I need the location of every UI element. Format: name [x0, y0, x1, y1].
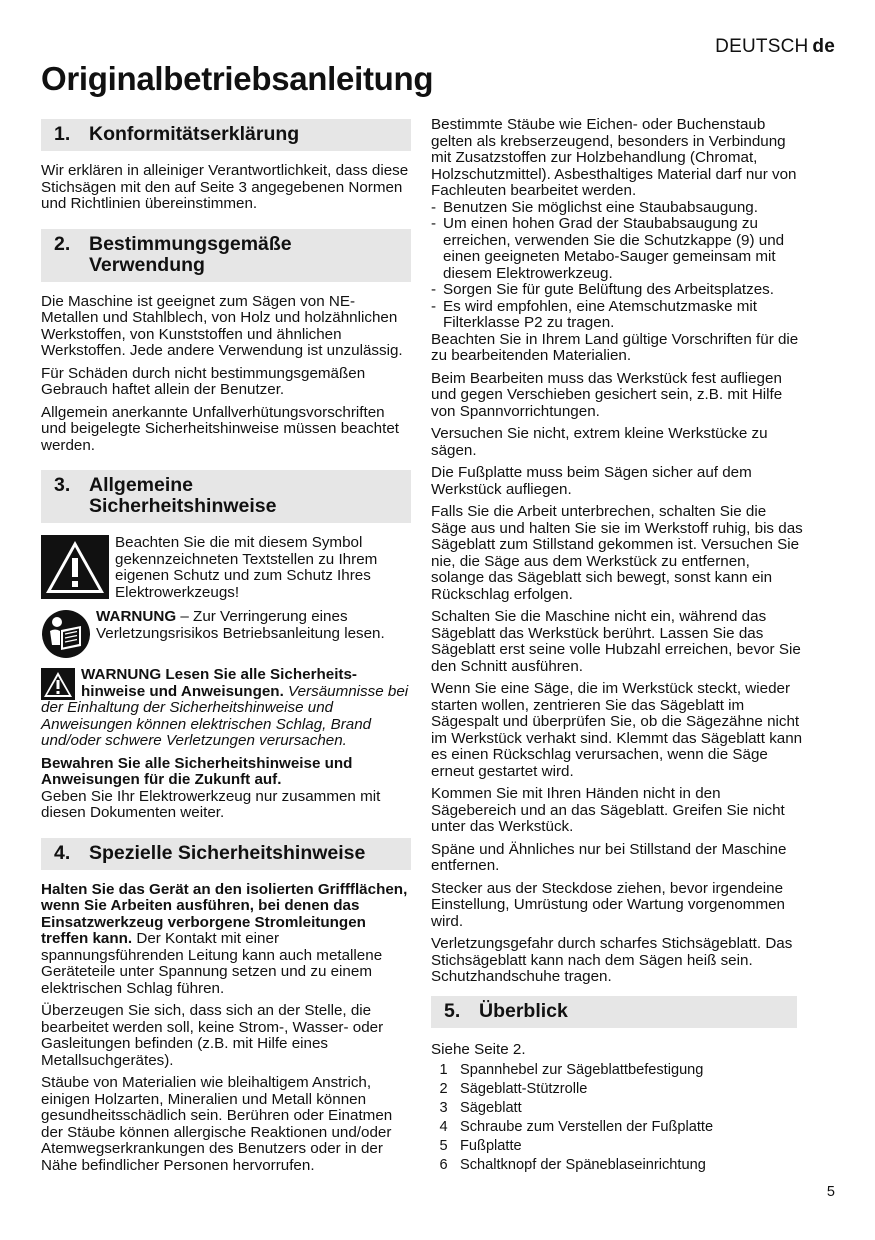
- insulated-grip-text: Der Kontakt mit einer spannungsführenden Leitung kann auch metallene Geräteteile unter Spannung setzen und zu einem elektrischen Schlag führen.: [41, 930, 383, 997]
- regulations-paragraph: Allgemein anerkannte Unfallverhütungsvorschriften und beigelegte Sicherheitshinweise müssen beachtet werden.: [41, 403, 399, 454]
- intended-use-paragraph: Die Maschine ist geeignet zum Sägen von NE-Metallen und Stahlblech, von Holz und holzähnlichen Werkstoffen, von Kunststoffen und ähnlichen Werkstoffen. Jede andere Verwendung ist unzulässig.: [41, 292, 403, 359]
- part-label: Schaltknopf der Späneblaseinrichtung: [460, 1157, 706, 1173]
- section-title: Konformitätserklärung: [89, 123, 300, 145]
- conformity-text: Wir erklären in alleiniger Verantwortlichkeit, dass diese Stichsägen mit den auf Seite 3 angegebenen Normen und Richtlinien übereinstimmen.: [41, 162, 409, 212]
- dust-measures-list: [431, 200, 803, 332]
- part-number: 4: [439, 1119, 448, 1135]
- restart-saw-paragraph: Wenn Sie eine Säge, die im Werkstück steckt, wieder starten wollen, zentrieren Sie das Sägeblatt im Sägespalt und überprüfen Sie, ob die Sägezähne nicht im Werkstück verhakt sind. Klemmt das Sägeblatt kann es einen Rückschlag verursachen, wenn die Säge erneut gestartet wird.: [431, 680, 803, 780]
- part-label: Fußplatte: [460, 1138, 522, 1154]
- keep-instructions-text: Geben Sie Ihr Elektrowerkzeug nur zusammen mit diesen Dokumenten weiter.: [41, 787, 381, 821]
- keep-instructions-paragraph: [41, 756, 411, 822]
- sharp-blade-paragraph: Verletzungsgefahr durch scharfes Stichsägeblatt. Das Stichsägeblatt kann nach dem Sägen heiß sein. Schutzhandschuhe tragen.: [431, 935, 793, 985]
- unplug-paragraph: Stecker aus der Steckdose ziehen, bevor irgendeine Einstellung, Umrüstung oder Wartung vorgenommen wird.: [431, 879, 785, 930]
- list-item: [431, 1061, 803, 1080]
- list-item: [431, 1080, 803, 1099]
- warning-triangle-icon: [41, 535, 109, 599]
- left-column: [41, 119, 411, 1174]
- hands-away-paragraph: Kommen Sie mit Ihren Händen nicht in den Sägebereich und an das Sägeblatt. Greifen Sie nicht unter das Werkstück.: [431, 785, 785, 835]
- list-item: - Es wird empfohlen, eine Atemschutzmaske mit Filterklasse P2 zu tragen.: [431, 299, 803, 332]
- hidden-lines-paragraph: Überzeugen Sie sich, dass sich an der Stelle, die bearbeitet werden soll, keine Strom-, Wasser- oder Gasleitungen befinden (z.B. mit Hilfe eines Metallsuchgerätes).: [41, 1002, 384, 1069]
- section-title: Bestimmungsgemäße Verwendung: [89, 232, 292, 276]
- page-title: Originalbetriebsanleitung: [41, 60, 434, 97]
- list-item: - Benutzen Sie möglichst eine Staubabsaugung.: [431, 200, 803, 217]
- small-workpieces-paragraph: Versuchen Sie nicht, extrem kleine Werkstücke zu sägen.: [431, 425, 768, 459]
- section-title: Überblick: [479, 999, 568, 1022]
- symbol-note-row: [41, 535, 411, 601]
- language-code: de: [812, 36, 835, 57]
- general-warning-bold: WARNUNG Lesen Sie alle Sicherheits-hinweise und Anweisungen.: [81, 666, 357, 700]
- part-number: 3: [439, 1100, 448, 1116]
- part-label: Schraube zum Verstellen der Fußplatte: [460, 1119, 714, 1135]
- list-item: - Um einen hohen Grad der Staubabsaugung zu erreichen, verwenden Sie die Schutzkappe (9) und einen geeigneten Metabo-Sauger gemeinsam mit diesem Elektrowerkzeug.: [431, 216, 803, 282]
- general-warning-italic: Versäumnisse bei der Einhaltung der Sicherheitshinweise und Anweisungen können elektrischen Schlag, Brand und/oder schwere Verletzungen verursachen.: [41, 682, 409, 749]
- list-item: - Sorgen Sie für gute Belüftung des Arbeitsplatzes.: [431, 282, 803, 299]
- section-heading-5: [431, 996, 797, 1028]
- section-heading-4: [41, 838, 411, 870]
- section-title: Spezielle Sicherheitshinweise: [89, 841, 366, 864]
- language-header: [715, 36, 835, 58]
- symbol-note-text: Beachten Sie die mit diesem Symbol gekennzeichneten Textstellen zu Ihrem eigenen Schutz und zum Schutz Ihres Elektrowerkzeugs!: [115, 534, 378, 601]
- general-warning-paragraph: [41, 667, 411, 750]
- section-title: Allgemeine Sicherheitshinweise: [89, 474, 277, 517]
- section-heading-3: [41, 470, 411, 523]
- workpiece-secure-paragraph: Beim Bearbeiten muss das Werkstück fest aufliegen und gegen Verschieben gesichert sein, z.B. mit Hilfe von Spannvorrichtungen.: [431, 369, 783, 420]
- list-item: [431, 1156, 803, 1175]
- insulated-grip-paragraph: [41, 882, 411, 998]
- parts-list: [431, 1061, 803, 1175]
- section-heading-2: [41, 229, 411, 282]
- local-regulations-paragraph: Beachten Sie in Ihrem Land gültige Vorschriften für die zu bearbeitenden Materialien.: [431, 330, 799, 364]
- section-number: 2.: [54, 232, 71, 255]
- section-number: 1.: [54, 123, 71, 145]
- part-number: 5: [439, 1138, 448, 1154]
- list-item: [431, 1137, 803, 1156]
- part-label: Spannhebel zur Sägeblattbefestigung: [460, 1062, 704, 1078]
- switch-on-paragraph: Schalten Sie die Maschine nicht ein, während das Sägeblatt das Werkstück berührt. Lassen Sie das Sägeblatt erst seine volle Hubzahl erreichen, bevor Sie den Schnitt ausführen.: [431, 608, 801, 675]
- list-item: [431, 1118, 803, 1137]
- section-number: 4.: [54, 841, 71, 864]
- part-number: 1: [439, 1062, 448, 1078]
- liability-paragraph: Für Schäden durch nicht bestimmungsgemäßen Gebrauch haftet allein der Benutzer.: [41, 364, 366, 398]
- carcinogenic-dust-paragraph: Bestimmte Stäube wie Eichen- oder Buchenstaub gelten als krebserzeugend, besonders in Verbindung mit Zusatzstoffen zur Holzbehandlung (Chromat, Holzschutzmittel). Asbesthaltiges Material darf nur von Fachleuten bearbeitet werden.: [431, 116, 797, 199]
- language-label: DEUTSCH: [715, 36, 809, 57]
- part-label: Sägeblatt: [460, 1100, 522, 1116]
- keep-instructions-bold: Bewahren Sie alle Sicherheitshinweise und Anweisungen für die Zukunft auf.: [41, 754, 353, 788]
- chips-removal-paragraph: Späne und Ähnliches nur bei Stillstand der Maschine entfernen.: [431, 840, 787, 874]
- section-heading-1: [41, 119, 411, 151]
- warning-read-manual-text: [96, 609, 411, 642]
- read-manual-row: [41, 609, 411, 659]
- right-column: [431, 117, 803, 1175]
- part-number: 2: [439, 1081, 448, 1097]
- warning-text: – Zur Verringerung eines Verletzungsrisikos Betriebsanleitung lesen.: [96, 608, 385, 642]
- part-number: 6: [439, 1157, 448, 1173]
- section-number: 3.: [54, 474, 71, 496]
- read-manual-icon: [41, 609, 91, 659]
- dust-hazard-paragraph: Stäube von Materialien wie bleihaltigem Anstrich, einigen Holzarten, Mineralien und Metall können gesundheitsschädlich sein. Berühren oder Einatmen der Stäube können allergische Reaktionen und/oder Atemwegserkrankungen des Benutzers oder in der Nähe befindlicher Personen hervorrufen.: [41, 1074, 393, 1174]
- base-plate-paragraph: Die Fußplatte muss beim Sägen sicher auf dem Werkstück aufliegen.: [431, 464, 752, 498]
- warning-triangle-small-icon: [41, 668, 75, 700]
- warning-label: WARNUNG: [96, 608, 177, 625]
- part-label: Sägeblatt-Stützrolle: [460, 1081, 588, 1097]
- overview-intro: Siehe Seite 2.: [431, 1040, 526, 1058]
- page-number: 5: [826, 1184, 835, 1200]
- section-number: 5.: [444, 999, 461, 1022]
- list-item: [431, 1099, 803, 1118]
- interrupt-work-paragraph: Falls Sie die Arbeit unterbrechen, schalten Sie die Säge aus und halten Sie sie im Werkstoff ruhig, bis das Sägeblatt zum Stillstand gekommen ist. Versuchen Sie nie, die Säge aus dem Werkstück zu entfernen, solange das Sägeblatt sich bewegt, sonst kann ein Rückschlag erfolgen.: [431, 503, 803, 603]
- insulated-grip-bold: Halten Sie das Gerät an den isolierten Griffflächen, wenn Sie Arbeiten ausführen, bei denen das Einsatzwerkzeug verborgene Stromleitungen treffen kann.: [41, 880, 408, 947]
